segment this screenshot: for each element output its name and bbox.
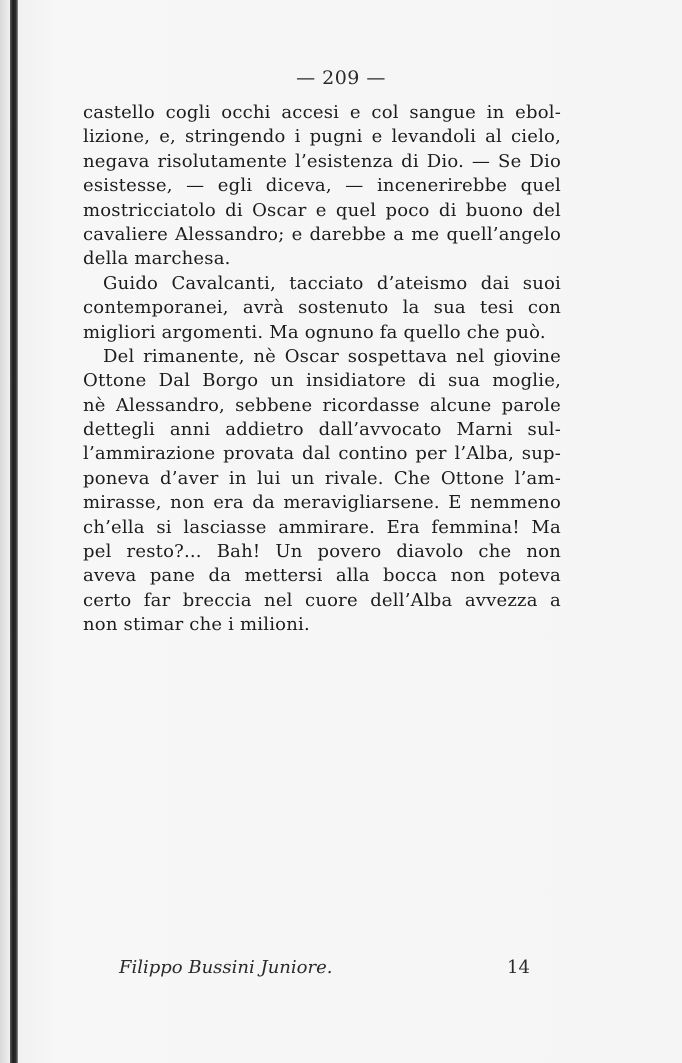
- text-line: mostricciatolo di Oscar e quel poco di buono del: [83, 199, 561, 221]
- text-line: pel resto?... Bah! Un povero diavolo che non: [83, 541, 561, 563]
- body-text: [83, 101, 561, 638]
- text-line: negava risolutamente l’esistenza di Dio. — Se Dio: [83, 150, 561, 172]
- text-line: della marchesa.: [83, 248, 231, 270]
- text-line: esistesse, — egli diceva, — incenerirebbe quel: [83, 175, 561, 197]
- text-line: non stimar che i milioni.: [83, 614, 310, 636]
- text-line: contemporanei, avrà sostenuto la sua tesi con: [83, 297, 561, 319]
- text-line: poneva d’aver in lui un rivale. Che Ottone l’am-: [83, 467, 561, 489]
- text-line: castello cogli occhi accesi e col sangue in ebol-: [83, 102, 561, 123]
- footer-signature: Filippo Bussini Juniore.: [119, 957, 333, 978]
- text-line: nè Alessandro, sebbene ricordasse alcune parole: [83, 394, 561, 416]
- text-line: mirasse, non era da meravigliarsene. E nemmeno: [83, 492, 561, 514]
- sheet-number: 14: [507, 957, 530, 978]
- text-line: certo far breccia nel cuore dell’Alba avvezza a: [83, 589, 561, 611]
- text-line: migliori argomenti. Ma ognuno fa quello che può.: [83, 321, 546, 343]
- text-line: dettegli anni addietro dall’avvocato Marni sul-: [83, 419, 561, 441]
- text-line: ch’ella si lasciasse ammirare. Era femmina! Ma: [83, 516, 561, 538]
- text-line: l’ammirazione provata dal contino per l’Alba, sup-: [83, 443, 561, 465]
- binding-edge: [10, 0, 18, 1063]
- text-line: Guido Cavalcanti, tacciato d’ateismo dai suoi: [103, 272, 561, 294]
- page-number: — 209 —: [296, 67, 386, 89]
- text-line: Del rimanente, nè Oscar sospettava nel giovine: [103, 345, 561, 367]
- text-line: aveva pane da mettersi alla bocca non poteva: [83, 565, 561, 587]
- text-line: lizione, e, stringendo i pugni e levandoli al cielo,: [83, 126, 561, 148]
- text-line: Ottone Dal Borgo un insidiatore di sua moglie,: [83, 370, 561, 392]
- text-line: cavaliere Alessandro; e darebbe a me quell’angelo: [83, 223, 561, 245]
